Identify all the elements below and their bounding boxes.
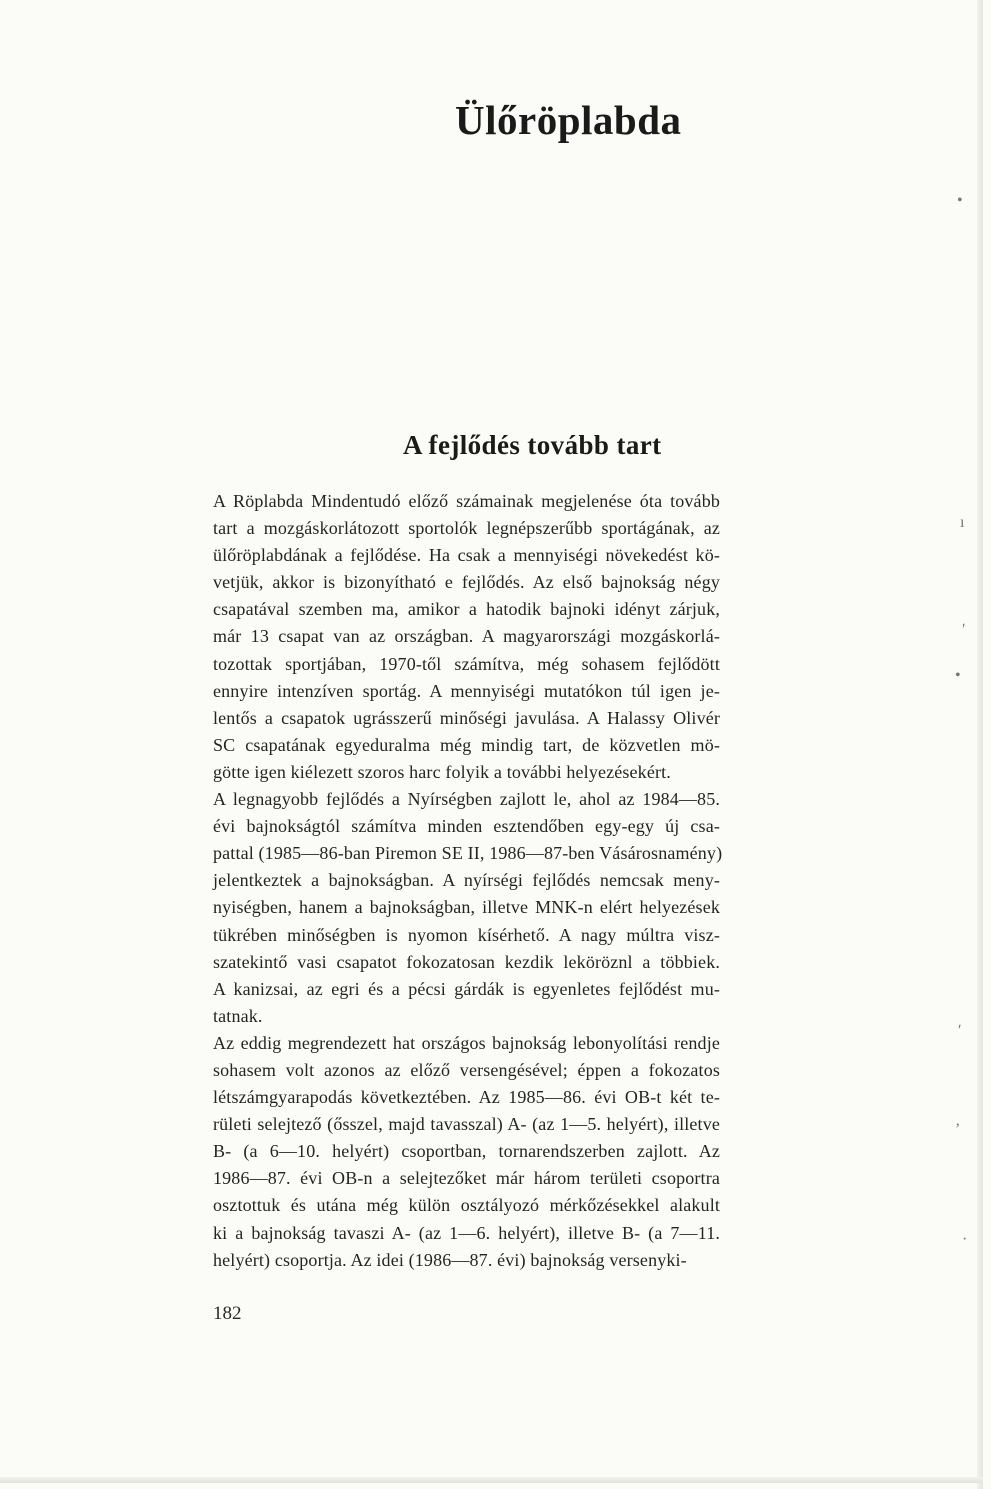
page-number: 182 (213, 1303, 242, 1324)
text-line: csapatával szemben ma, amikor a hatodik bajnoki idényt zárjuk, (213, 599, 720, 620)
text-line: B- (a 6—10. helyért) csoportban, tornarendszerben zajlott. Az (213, 1141, 720, 1162)
margin-speck: ʹ (958, 1022, 962, 1039)
chapter-title: Ülőröplabda (455, 97, 682, 143)
text-line: A Röplabda Mindentudó előző számainak megjelenése óta tovább (213, 491, 720, 511)
margin-speck: • (957, 192, 963, 209)
section-title: A fejlődés tovább tart (403, 430, 662, 460)
text-line: jelentkeztek a bajnokságban. A nyírségi fejlődés nemcsak meny- (213, 870, 720, 891)
text-line: tozottak sportjában, 1970-től számítva, még sohasem fejlődött (213, 653, 720, 674)
text-line: A kanizsai, az egri és a pécsi gárdák is egyenletes fejlődést mu- (213, 978, 720, 999)
text-line: A legnagyobb fejlődés a Nyírségben zajlott le, ahol az 1984—85. (213, 789, 720, 810)
margin-speck: ʼ (955, 1121, 961, 1138)
text-line: helyért) csoportja. Az idei (1986—87. évi) bajnokság versenyki- (213, 1249, 687, 1270)
text-line: nyiségben, hanem a bajnokságban, illetve MNK-n elért helyezések (213, 897, 720, 918)
margin-speck: ı (960, 514, 965, 531)
text-line: létszámgyarapodás következtében. Az 1985—86. évi OB-t két te- (213, 1087, 720, 1108)
text-line: Az eddig megrendezett hat országos bajnokság lebonyolítási rendje (213, 1032, 720, 1053)
text-line: évi bajnokságtól számítva minden esztendőben egy-egy új csa- (213, 816, 720, 837)
text-line: ki a bajnokság tavaszi A- (az 1—6. helyért), illetve B- (a 7—11. (213, 1222, 720, 1243)
text-line: szatekintő vasi csapatot fokozatosan kezdik leköröznl a többiek. (213, 951, 720, 972)
text-line: pattal (1985—86-ban Piremon SE II, 1986—87-ben Vásárosnamény) (213, 843, 723, 864)
text-line: 1986—87. évi OB-n a selejtezőket már három területi csoportra (213, 1168, 720, 1189)
text-line: tatnak. (213, 1005, 263, 1026)
page-edge-bottom (0, 1477, 983, 1483)
margin-speck: • (955, 667, 961, 684)
page-edge-right (977, 0, 983, 1489)
margin-speck: ʹ (962, 621, 966, 638)
margin-speck: · (962, 1231, 968, 1248)
body-text (213, 488, 723, 1274)
text-line: már 13 csapat van az országban. A magyarországi mozgáskorlá- (213, 626, 720, 647)
text-line: rületi selejtező (ősszel, majd tavasszal) A- (az 1—5. helyért), illetve (213, 1114, 720, 1135)
text-line: lentős a csapatok ugrásszerű minőségi javulása. A Halassy Olivér (213, 707, 720, 728)
text-line: SC csapatának egyeduralma még mindig tart, de közvetlen mö- (213, 734, 720, 755)
text-line: tükrében minőségben is nyomon kísérhető. A nagy múltra visz- (213, 924, 720, 945)
text-line: ennyire intenzíven sportág. A mennyiségi mutatókon túl igen je- (213, 680, 720, 701)
text-line: sohasem volt azonos az előző versengésével; éppen a fokozatos (213, 1059, 720, 1080)
text-line: tart a mozgáskorlátozott sportolók legnépszerűbb sportágának, az (213, 518, 720, 539)
text-line: götte igen kiélezett szoros harc folyik a további helyezésekért. (213, 761, 671, 782)
text-line: ülőröplabdának a fejlődése. Ha csak a mennyiségi növekedést kö- (213, 545, 720, 566)
text-line: osztottuk és utána még külön osztályozó mérkőzésekkel alakult (213, 1195, 720, 1216)
text-line: vetjük, akkor is bizonyítható e fejlődés. Az első bajnokság négy (213, 572, 720, 593)
